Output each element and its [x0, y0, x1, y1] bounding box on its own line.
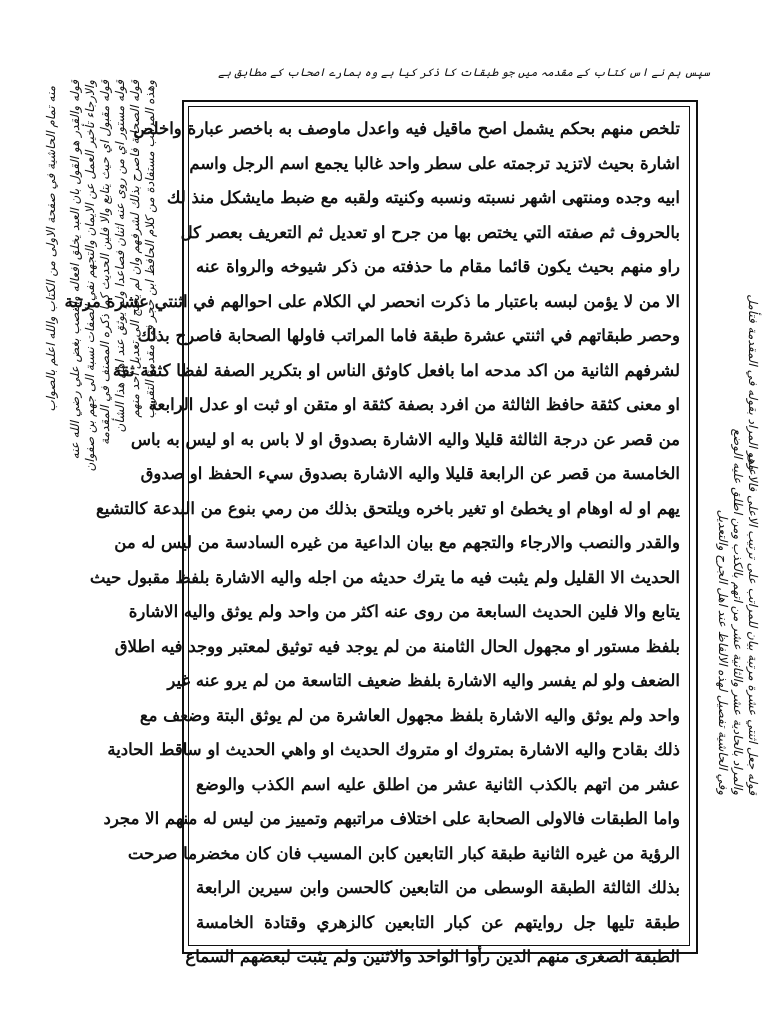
text-line: يتابع والا فلين الحديث السابعة من روى عنه اكثر من واحد ولم يوثق واليه الاشارة: [128, 602, 680, 621]
text-line: الطبقة الصغرى منهم الذين رأوا الواحد والاثنين ولم يثبت لبعضهم السماع: [185, 947, 680, 966]
left-margin-gloss: [68, 80, 180, 960]
text-line: تلخص منهم بحكم يشمل اصح ماقيل فيه واعدل ماوصف به باخصر عبارة واخلص: [133, 119, 680, 138]
far-right-edge-note: [740, 70, 760, 470]
text-line: اشارة بحيث لاتزيد ترجمته على سطر واحد غالبا يجمع اسم الرجل واسم: [189, 153, 680, 173]
text-line: واما الطبقات فالاولى الصحابة على اختلاف مراتبهم وتمييز من ليس له منهم الا مجرد: [103, 809, 680, 828]
text-line: الخامسة من قصر عن الرابعة قليلا واليه الاشارة بصدوق سيء الحفظ او صدوق: [140, 464, 680, 483]
text-line: لشرفهم الثانية من اكد مدحه اما بافعل كاوثق الناس او بتكرير الصفة لفظا كثقة ثقة: [112, 360, 680, 380]
far-left-edge-note: [44, 86, 66, 946]
gloss-line: قوله مقبول اي حيث يتابع والا فلين الحديث كما ذكره المصنف في المقدمة: [98, 80, 112, 445]
edge-note-line: منه تمام الحاشية في صفحة الاولى من الكتاب والله اعلم بالصواب: [44, 86, 58, 412]
text-line: راو منهم بحيث يكون قائما مقام ما حذفته من ذكر شيوخه والرواة عنه: [196, 257, 680, 276]
gloss-line: قوله مستور اي من روى عنه اثنان فصاعدا ولم يوثق عند اهل هذا الشأن: [113, 80, 127, 433]
text-line: الا من لا يؤمن لبسه باعتبار ما ذكرت انحصر لي الكلام على احوالهم في اثنتي عشرة مرتبة: [64, 291, 680, 311]
text-line: بالحروف ثم صفته التي يختص بها من جرح او تعديل ثم التعريف بعصر كل: [180, 222, 680, 242]
text-line: عشر من اتهم بالكذب الثانية عشر من اطلق عليه اسم الكذب والوضع: [196, 774, 680, 794]
top-marginal-gloss: سپس ہم نے اس کتاب کے مقدمہ میں جو طبقات کا ذکر کیا ہے وہ ہمارے اصحاب کے مطابق ہے: [218, 66, 710, 79]
edge-note-line: وهو المراد بقوله في المقدمة فتأمل: [746, 294, 760, 470]
text-line: الضعف ولو لم يفسر واليه الاشارة بلفظ ضعيف التاسعة من لم يرو عنه غير: [167, 671, 680, 690]
text-line: وحصر طبقاتهم في اثنتي عشرة طبقة فاما المراتب فاولها الصحابة فاصرح بذلك: [137, 326, 680, 345]
text-line: الرؤية من غيره الثانية طبقة كبار التابعين كابن المسيب فان كان مخضرما صرحت: [127, 843, 680, 863]
text-line: الحديث الا القليل ولم يثبت فيه ما يترك حديثه من اجله واليه الاشارة بلفظ مقبول حيث: [89, 567, 680, 587]
text-line: بلفظ مستور او مجهول الحال الثامنة من لم يوجد فيه توثيق لمعتبر ووجد فيه اطلاق: [114, 636, 680, 656]
gloss-line: وهذه المراتب مستفادة من كلام الحافظ ابن حجر في مقدمة التقريب: [143, 80, 157, 419]
gloss-line: والارجاء تأخير العمل عن الايمان والتجهم نفي الصفات نسبة الى جهم بن صفوان: [83, 80, 97, 472]
text-line: ابيه وجده ومنتهى اشهر نسبته ونسبه وكنيته ولقبه مع ضبط مايشكل منذ لك: [166, 188, 680, 207]
text-line: او معنى كثقة حافظ الثالثة من افرد بصفة كثقة او متقن او ثبت او عدل الرابعة: [148, 395, 680, 414]
gloss-line: وفي الحاشية تفصيل لهذه الالفاظ عند اهل الجرح والتعديل: [716, 509, 730, 795]
text-line: والقدر والنصب والارجاء والتجهم مع بيان الداعية من غيره السادسة من ليس له من: [114, 533, 680, 552]
text-line: من قصر عن درجة الثالثة قليلا واليه الاشارة بصدوق او لا باس به او ليس به باس: [130, 429, 680, 449]
gloss-line: قوله الصحابة فاصرح بذلك لشرفهم وان لم يحتج الى تعديل احد منهم: [128, 80, 142, 418]
gloss-line: قوله جعل اثنتي عشرة مرتبة بيان للمراتب على ترتيب الاعلى فالاعلى: [746, 453, 760, 795]
gloss-line: قوله والقدر هو القول بان العبد يخلق افعاله والنصب بغض علي رضي الله عنه: [68, 80, 82, 460]
text-line: طبقة تليها جل روايتهم عن كبار التابعين كالزهري وقتادة الخامسة: [196, 912, 680, 932]
text-line: يهم او له اوهام او يخطئ او تغير باخره ويلتحق بذلك من رمي بنوع من البدعة كالتشيع: [95, 498, 680, 518]
text-line: واحد ولم يوثق واليه الاشارة بلفظ مجهول العاشرة من لم يوثق البتة وضعف مع: [139, 705, 680, 725]
gloss-line: والمراد بالحادية عشر والثانية عشر من اتهم بالكذب ومن اطلق عليه الوضع: [731, 428, 745, 795]
text-line: بذلك الثالثة الطبقة الوسطى من التابعين كالحسن وابن سيرين الرابعة: [196, 878, 680, 897]
text-line: ذلك بقادح واليه الاشارة بمتروك او متروك الحديث او واهي الحديث او ساقط الحادية: [107, 740, 680, 759]
